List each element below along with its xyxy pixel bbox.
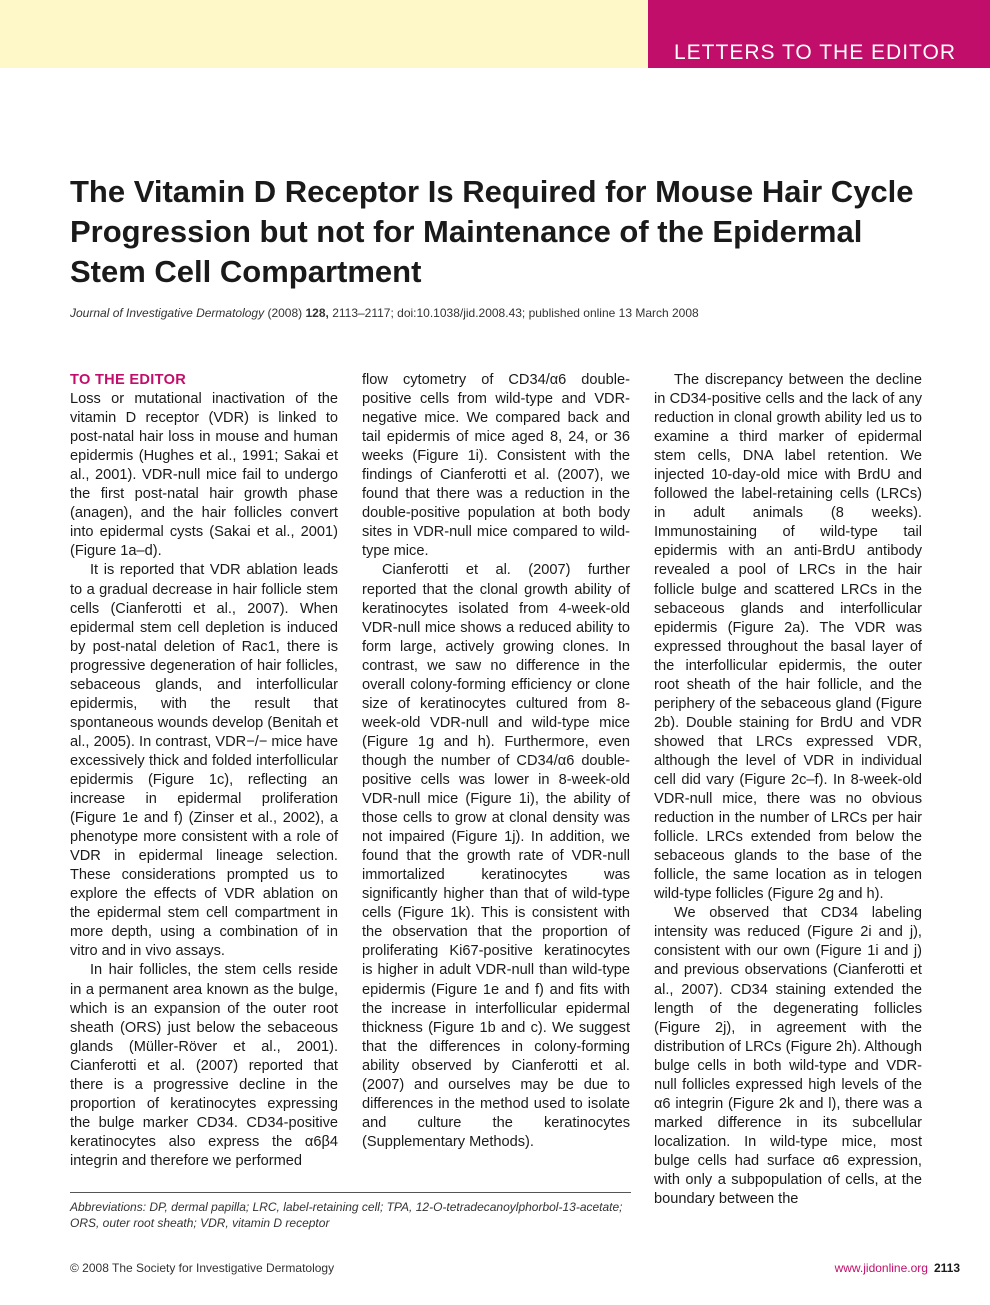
article-title: The Vitamin D Receptor Is Required for Mouse Hair Cycle Progression but not for Maintenance of the Epidermal Stem Cell Compartment (70, 174, 914, 289)
paragraph: The discrepancy between the decline in CD34-positive cells and the lack of any reduction in clonal growth ability led us to examine a third marker of epidermal stem cells, DNA label retention. We injected 10-day-old mice with BrdU and followed the label-retaining cells (LRCs) in adult animals (8 weeks). Immunostaining of wild-type tail epidermis with an anti-BrdU antibody revealed a pool of LRCs in the hair follicle bulge and scattered LRCs in the sebaceous glands and interfollicular epidermis (Figure 2a). The VDR was expressed throughout the basal layer of the interfollicular epidermis, the outer root sheath of the hair follicle, and the periphery of the sebaceous gland (Figure 2b). Double staining for BrdU and VDR showed that LRCs expressed VDR, although the level of VDR in individual cell did vary (Figure 2c–f). In 8-week-old VDR-null mice, there was no obvious reduction in the number of LRCs per hair follicle. LRCs extended from below the sebaceous glands to the base of the follicle, the same location as in telogen wild-type follicles (Figure 2g and h). (654, 372, 922, 903)
citation-year: (2008) (267, 306, 303, 320)
page-footer (835, 1260, 960, 1276)
paragraph: In hair follicles, the stem cells reside in a permanent area known as the bulge, which is an expansion of the outer root sheath (ORS) just below the sebaceous glands (Müller-Röver et al., 2001). Cianferotti et al. (2007) reported that there is a progressive decline in the proportion of keratinocytes expressing the bulge marker CD34. CD34-positive keratinocytes also express the α6β4 integrin and therefore we performed (70, 962, 338, 1169)
page-number: 2113 (933, 1261, 960, 1275)
paragraph: Loss or mutational inactivation of the vitamin D receptor (VDR) is linked to post-natal hair loss in mouse and human epidermis (Hughes et al., 1991; Sakai et al., 2001). VDR-null mice fail to undergo the first post-natal hair growth phase (anagen), and the hair follicles convert into epidermal cysts (Sakai et al., 2001) (Figure 1a–d). (70, 391, 338, 560)
paragraph: We observed that CD34 labeling intensity was reduced (Figure 2i and j), consistent with our own (Figure 1i and j) and previous observations (Cianferotti et al., 2007). CD34 staining extended the length of the degenerating follicles (Figure 2j), in agreement with the distribution of LRCs (Figure 2h). Although bulge cells in both wild-type and VDR-null follicles expressed high levels of the α6 integrin (Figure 2k and l), there was a marked difference in its subcellular localization. In wild-type mice, most bulge cells had surface α6 expression, with only a subpopulation of cells, at the boundary between the (654, 905, 922, 1208)
body-column-2 (362, 371, 630, 1152)
journal-name: Journal of Investigative Dermatology (70, 306, 265, 320)
header-band (0, 0, 648, 68)
copyright-notice: © 2008 The Society for Investigative Dermatology (70, 1261, 335, 1275)
article-citation (70, 305, 940, 321)
body-column-1 (70, 371, 338, 1171)
abbreviations-footnote: Abbreviations: DP, dermal papilla; LRC, label-retaining cell; TPA, 12-O-tetradecanoylphorbol-13-acetate; ORS, outer root sheath; VDR, vitamin D receptor (70, 1200, 623, 1230)
section-label: LETTERS TO THE EDITOR (648, 0, 990, 68)
citation-volume: 128, (305, 306, 329, 320)
paragraph: It is reported that VDR ablation leads to a gradual decrease in hair follicle stem cells (Cianferotti et al., 2007). When epidermal stem cell depletion is induced by post-natal deletion of Rac1, there is progressive degeneration of hair follicles, sebaceous glands, and interfollicular epidermis, with the result that spontaneous wounds develop (Benitah et al., 2005). In contrast, VDR−/− mice have excessively thick and folded interfollicular epidermis (Figure 1c), reflecting an increase in epidermal proliferation (Figure 1e and f) (Zinser et al., 2002), a phenotype more consistent with a role of VDR in epidermal lineage selection. These considerations prompted us to explore the effects of VDR ablation on the epidermal stem cell compartment in more depth, using a combination of in vitro and in vivo assays. (70, 562, 338, 960)
section-heading: TO THE EDITOR (70, 372, 187, 388)
citation-details: 2113–2117; doi:10.1038/jid.2008.43; published online 13 March 2008 (332, 306, 699, 320)
journal-url-link[interactable]: www.jidonline.org (834, 1261, 928, 1275)
paragraph: Cianferotti et al. (2007) further reported that the clonal growth ability of keratinocytes isolated from 4-week-old VDR-null mice shows a reduced ability to form large, actively growing clones. In contrast, we saw no difference in the overall colony-forming efficiency or clone size of keratinocytes cultured from 8-week-old VDR-null and wild-type mice (Figure 1g and h). Furthermore, even though the number of CD34/α6 double-positive cells was lower in 8-week-old VDR-null mice (Figure 1i), the ability of those cells to grow at clonal density was not impaired (Figure 1j). In addition, we found that the growth rate of VDR-null immortalized keratinocytes was significantly higher than that of wild-type cells (Figure 1k). This is consistent with the observation that the proportion of proliferating Ki67-positive keratinocytes is higher in adult VDR-null than wild-type epidermis (Figure 1e and f) and fits with the increase in interfollicular epidermal thickness (Figure 1b and c). We suggest that the differences in colony-forming ability observed by Cianferotti et al. (2007) and ourselves may be due to differences in the method used to isolate and culture the keratinocytes (Supplementary Methods). (362, 562, 630, 1150)
paragraph: flow cytometry of CD34/α6 double-positive cells from wild-type and VDR-negative mice. We compared back and tail epidermis of mice aged 8, 24, or 36 weeks (Figure 1i). Consistent with the findings of Cianferotti et al. (2007), we found that there was a reduction in the double-positive population at both body sites in VDR-null mice compared to wild-type mice. (362, 372, 630, 560)
body-column-3 (654, 371, 922, 1209)
footnote-divider (70, 1192, 631, 1193)
